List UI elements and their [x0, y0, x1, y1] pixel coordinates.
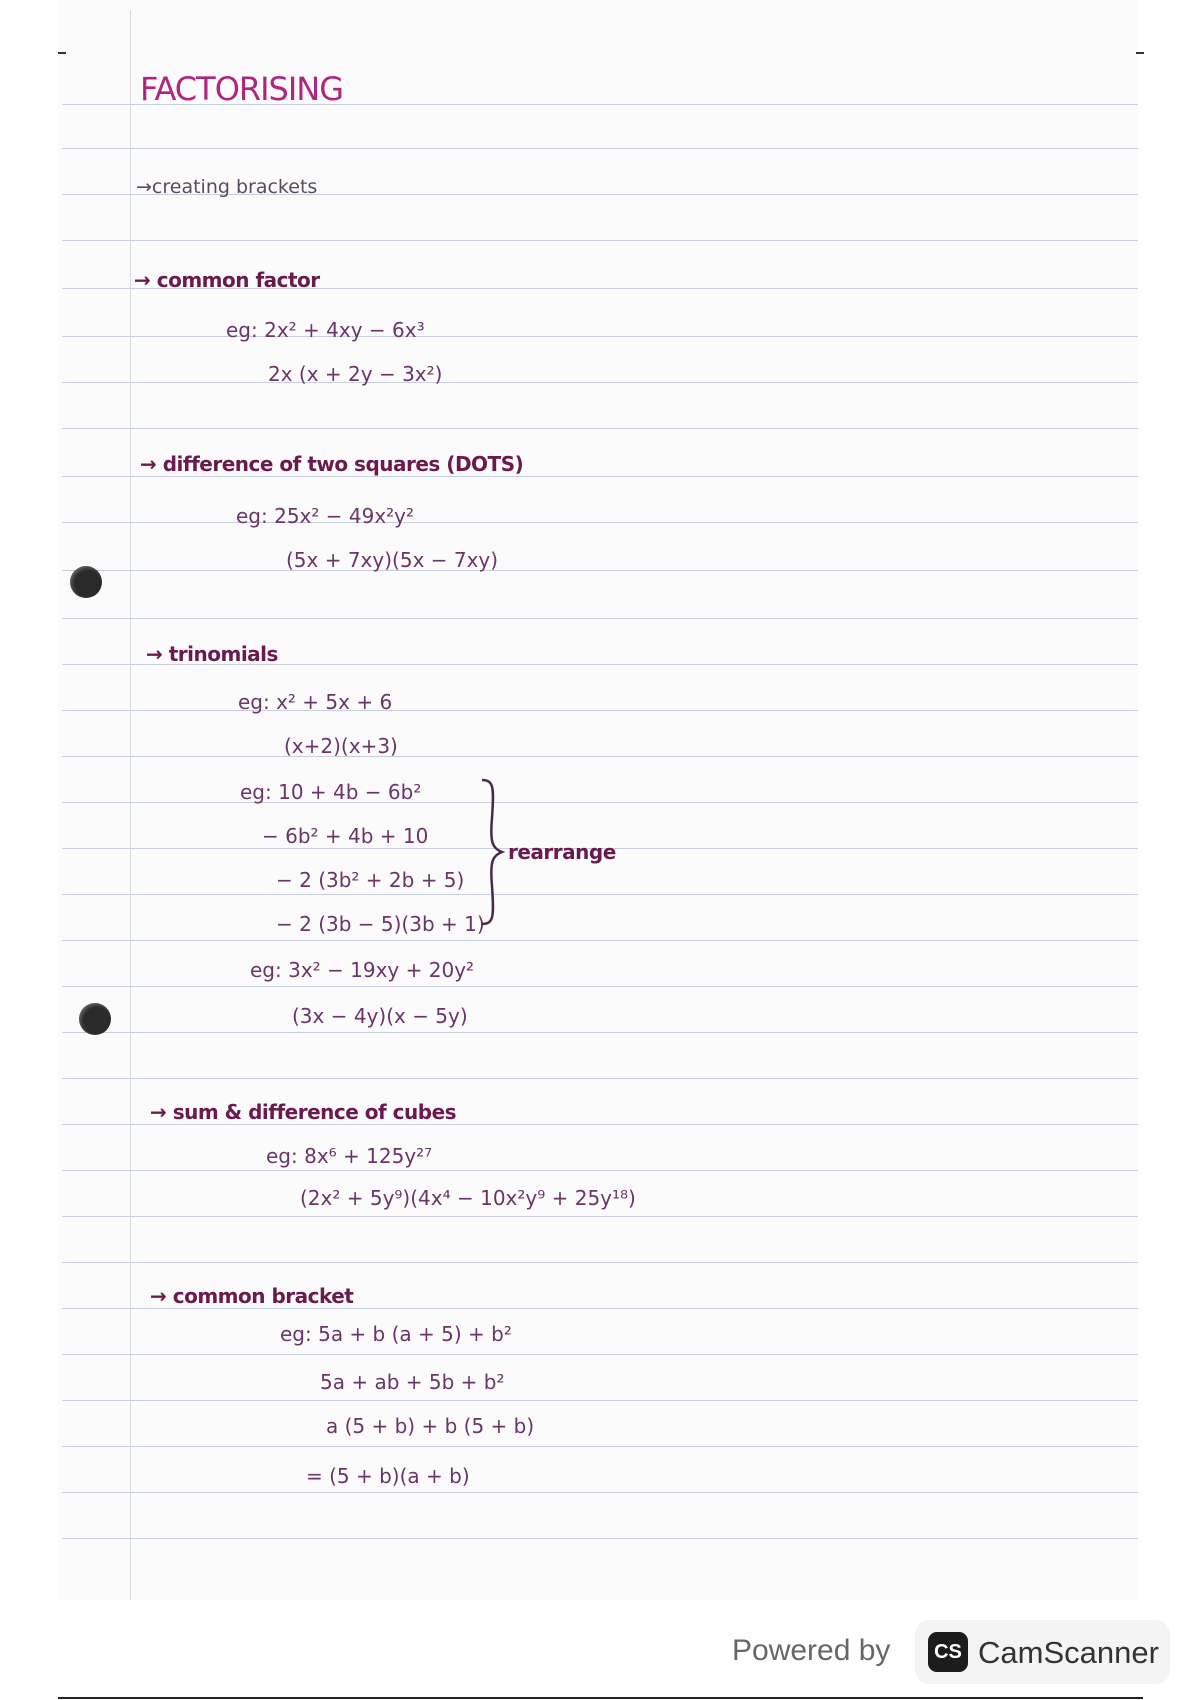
ruled-line	[62, 1446, 1138, 1447]
ruled-line	[62, 1032, 1138, 1033]
working-line: (3x − 4y)(x − 5y)	[292, 1004, 468, 1028]
working-line: − 2 (3b − 5)(3b + 1)	[276, 912, 485, 936]
example-line: eg: 10 + 4b − 6b²	[240, 780, 422, 804]
example-line: eg: 2x² + 4xy − 6x³	[226, 318, 425, 342]
section-heading-common-bracket: → common bracket	[150, 1284, 354, 1308]
ruled-line	[62, 1078, 1138, 1079]
ruled-line	[62, 570, 1138, 571]
margin-line	[130, 10, 131, 1600]
powered-by-label: Powered by	[732, 1634, 891, 1667]
ruled-line	[62, 1170, 1138, 1171]
page-title: FACTORISING	[140, 70, 344, 108]
curly-brace-icon	[478, 778, 506, 926]
ruled-line	[62, 336, 1138, 337]
camscanner-brand: CamScanner	[978, 1635, 1159, 1670]
section-heading-common-factor: → common factor	[134, 268, 320, 292]
section-heading-cubes: → sum & difference of cubes	[150, 1100, 457, 1124]
bottom-divider	[58, 1697, 1143, 1699]
example-line: eg: 25x² − 49x²y²	[236, 504, 415, 528]
ruled-line	[62, 618, 1138, 619]
working-line: = (5 + b)(a + b)	[306, 1464, 470, 1488]
example-line: eg: 8x⁶ + 125y²⁷	[266, 1144, 433, 1168]
corner-tick	[1136, 52, 1144, 54]
ruled-line	[62, 1262, 1138, 1263]
punch-hole	[70, 566, 102, 598]
ruled-line	[62, 756, 1138, 757]
ruled-line	[62, 1216, 1138, 1217]
section-heading-dots: → difference of two squares (DOTS)	[140, 452, 524, 476]
ruled-line	[62, 148, 1138, 149]
ruled-line	[62, 1538, 1138, 1539]
ruled-line	[62, 240, 1138, 241]
ruled-line	[62, 428, 1138, 429]
ruled-line	[62, 476, 1138, 477]
working-line: (5x + 7xy)(5x − 7xy)	[286, 548, 499, 572]
working-line: − 2 (3b² + 2b + 5)	[276, 868, 465, 892]
ruled-line	[62, 1124, 1138, 1125]
working-line: 2x (x + 2y − 3x²)	[268, 362, 443, 386]
example-line: eg: x² + 5x + 6	[238, 690, 393, 714]
section-heading-trinomials: → trinomials	[146, 642, 278, 666]
ruled-line	[62, 1308, 1138, 1309]
working-line: − 6b² + 4b + 10	[262, 824, 429, 848]
working-line: (x+2)(x+3)	[284, 734, 398, 758]
working-line: a (5 + b) + b (5 + b)	[326, 1414, 535, 1438]
ruled-line	[62, 1354, 1138, 1355]
corner-tick	[58, 52, 66, 54]
working-line: 5a + ab + 5b + b²	[320, 1370, 505, 1394]
ruled-line	[62, 986, 1138, 987]
ruled-line	[62, 1400, 1138, 1401]
ruled-line	[62, 710, 1138, 711]
rearrange-note: rearrange	[508, 840, 616, 864]
punch-hole	[79, 1003, 111, 1035]
ruled-line	[62, 382, 1138, 383]
ruled-line	[62, 1492, 1138, 1493]
example-line: eg: 3x² − 19xy + 20y²	[250, 958, 475, 982]
working-line: (2x² + 5y⁹)(4x⁴ − 10x²y⁹ + 25y¹⁸)	[300, 1186, 636, 1210]
camscanner-logo-icon: CS	[928, 1632, 968, 1672]
ruled-line	[62, 940, 1138, 941]
ruled-line	[62, 522, 1138, 523]
intro-note: →creating brackets	[136, 176, 318, 198]
ruled-line	[62, 894, 1138, 895]
example-line: eg: 5a + b (a + 5) + b²	[280, 1322, 512, 1346]
ruled-line	[62, 802, 1138, 803]
